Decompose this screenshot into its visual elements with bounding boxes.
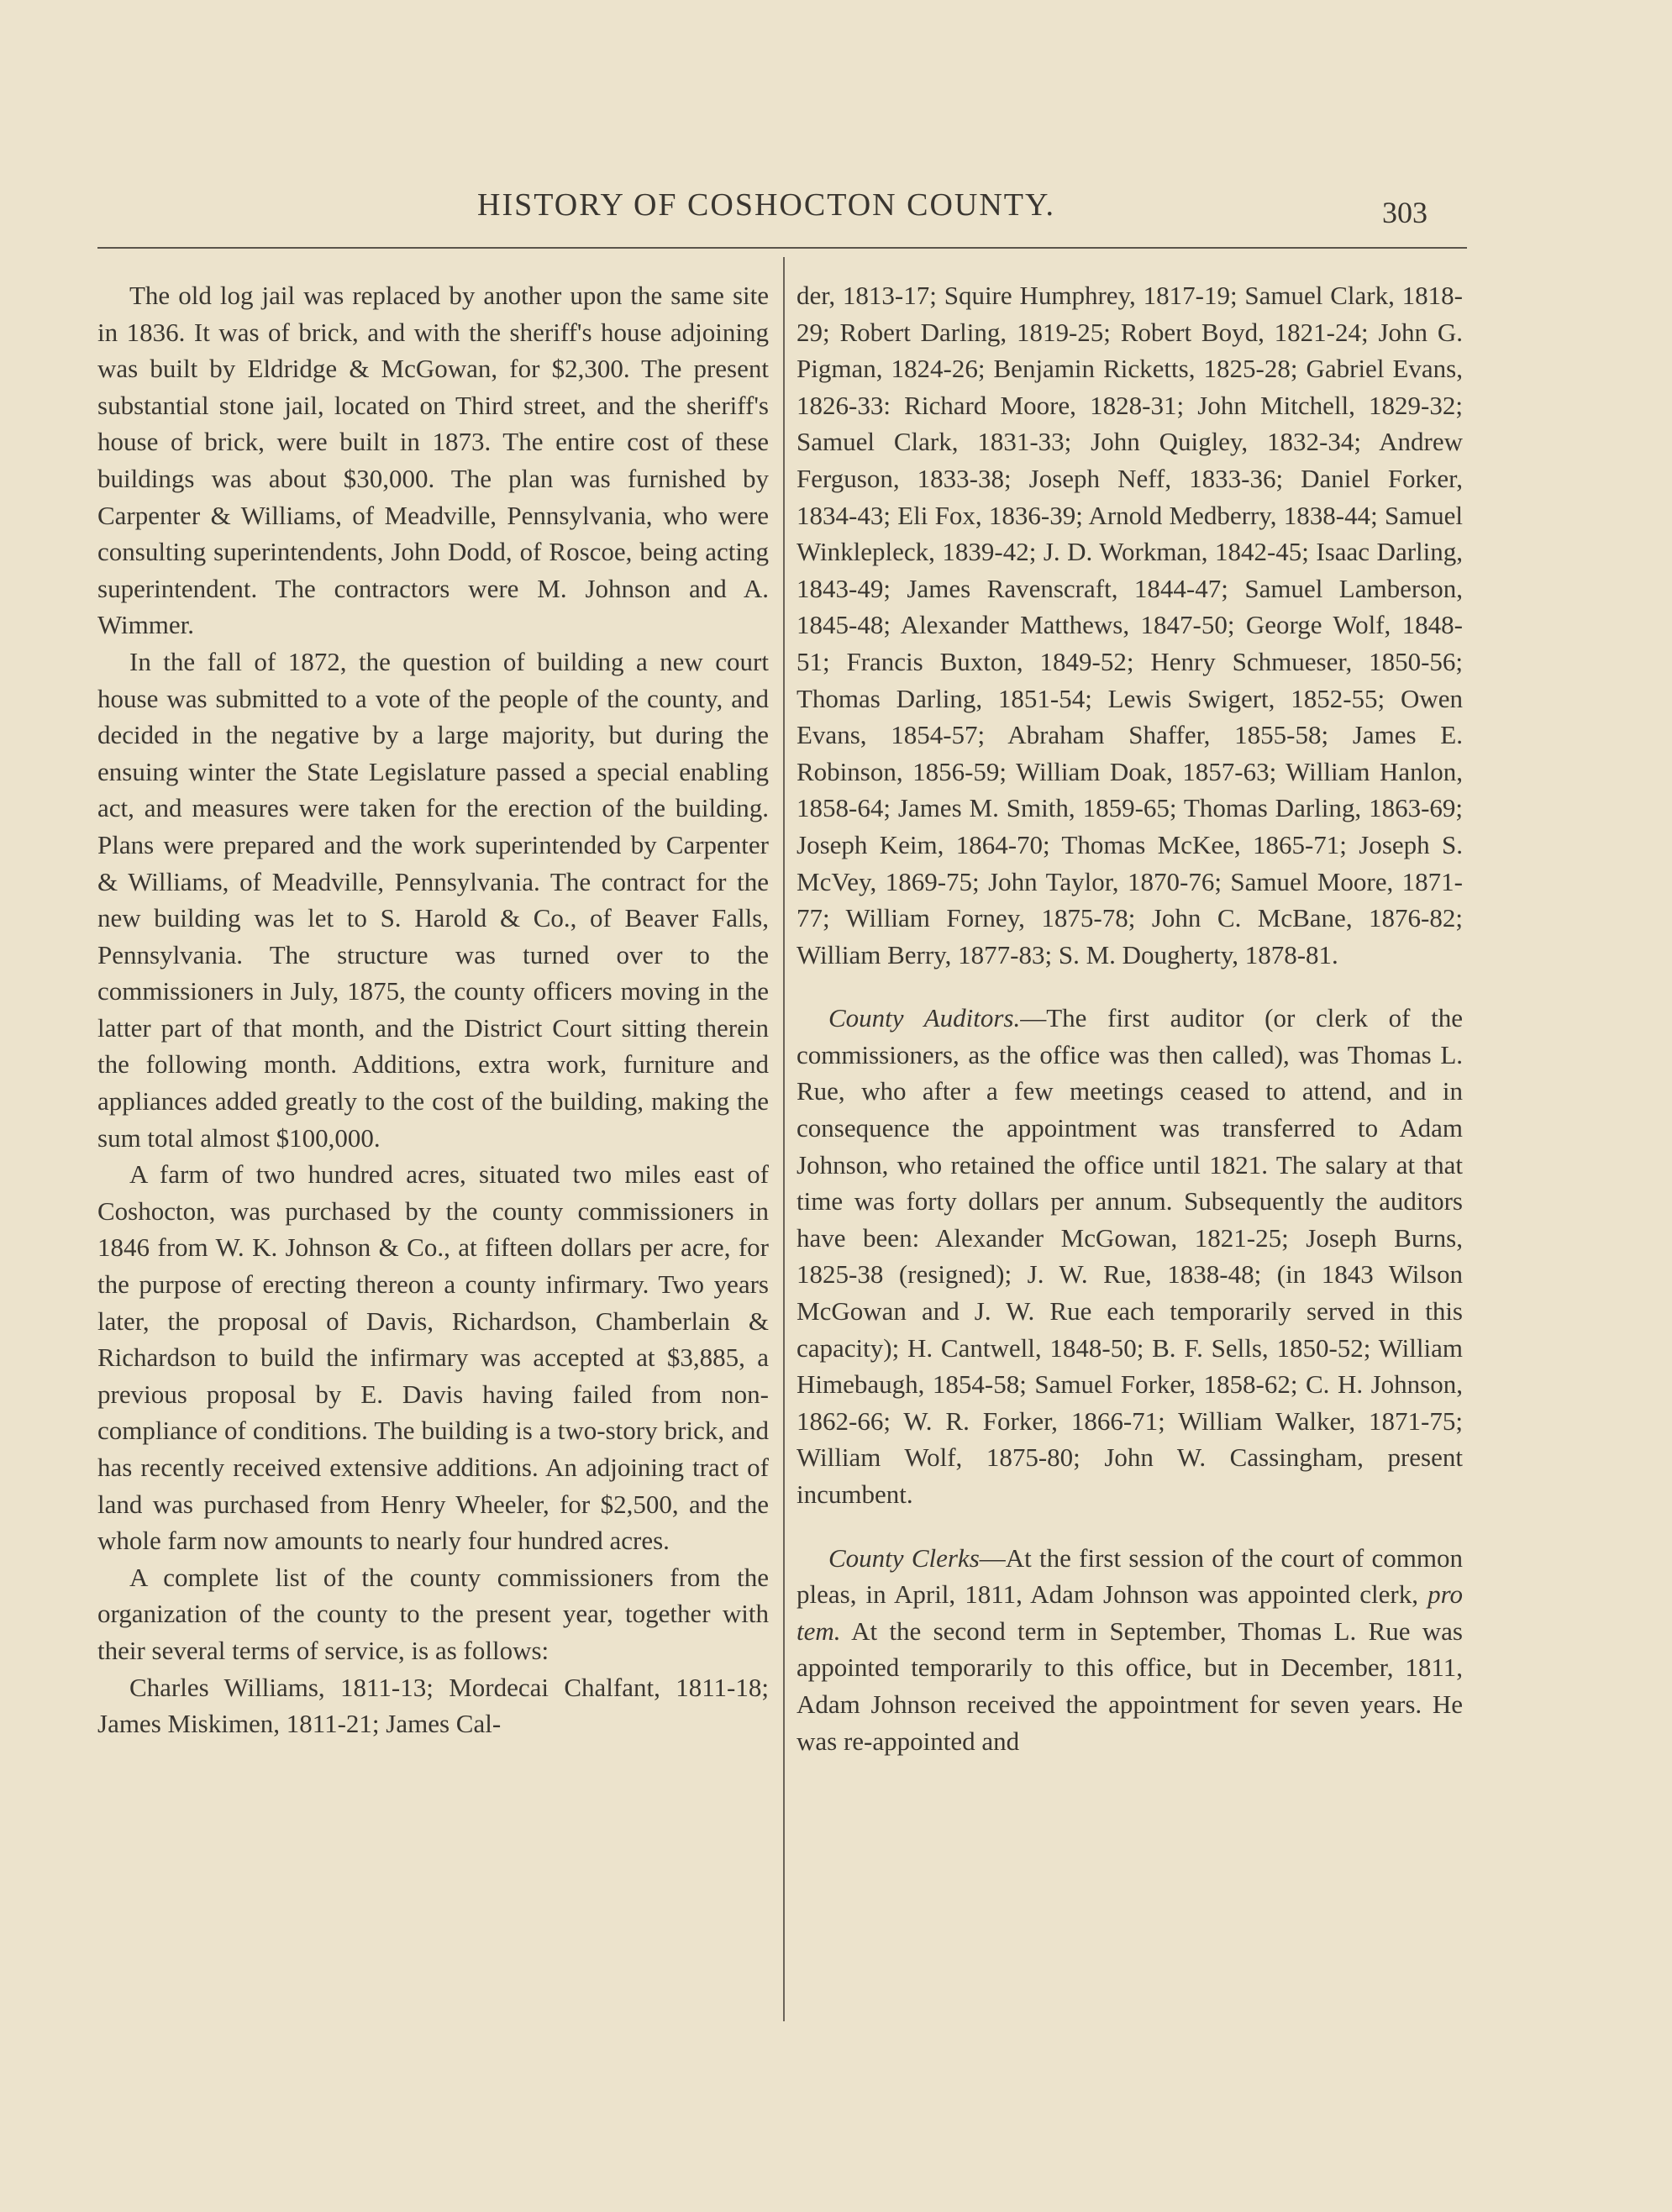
clerks-heading: County Clerks	[828, 1542, 980, 1573]
clerks-dash: —	[979, 1542, 1006, 1573]
page-header	[0, 187, 1672, 237]
header-rule	[97, 247, 1467, 249]
left-column	[97, 277, 769, 1742]
clerks-text-1: At the first session of the court of common pleas, in April, 1811, Adam Johnson was appointed clerk,	[797, 1542, 1463, 1610]
paragraph-county-auditors	[797, 1000, 1463, 1512]
paragraph-infirmary: A farm of two hundred acres, situated two miles east of Coshocton, was purchased by the county commissioners in 1846 from W. K. Johnson & Co., at fifteen dollars per acre, for the purpose of erecting thereon a county infirmary. Two years later, the proposal of Davis, Richardson, Chamberlain & Richardson to build the infirmary was accepted at $3,885, a previous proposal by E. Davis having failed from non-compliance of conditions. The building is a two-story brick, and has recently received extensive additions. An adjoining tract of land was purchased from Henry Wheeler, for $2,500, and the whole farm now amounts to nearly four hundred acres.	[97, 1159, 769, 1556]
running-title: HISTORY OF COSHOCTON COUNTY.	[477, 187, 1056, 223]
clerks-text-2: At the second term in September, Thomas L. Rue was appointed temporarily to this office, but in December, 1811, Adam Johnson received the appointment for seven years. He was re-appointed and	[797, 1616, 1463, 1756]
page-number: 303	[1382, 196, 1428, 229]
clerks-pro-tem: pro tem.	[797, 1579, 1463, 1646]
auditors-dash: —	[1020, 1003, 1047, 1033]
paragraph-commissioners-list-start: Charles Williams, 1811-13; Mordecai Chalfant, 1811-18; James Miskimen, 1811-21; James Cal-	[97, 1672, 769, 1739]
auditors-text: The first auditor (or clerk of the commissioners, as the office was then called), was Thomas L. Rue, who after a few meetings ceased to attend, and in consequence the appointment was transferred to Adam Johnson, who retained the office until 1821. The salary at that time was forty dollars per annum. Subsequently the auditors have been: Alexander McGowan, 1821-25; Joseph Burns, 1825-38 (resigned); J. W. Rue, 1838-48; (in 1843 Wilson McGowan and J. W. Rue each temporarily served in this capacity); H. Cantwell, 1848-50; B. F. Sells, 1850-52; William Himebaugh, 1854-58; Samuel Forker, 1858-62; C. H. Johnson, 1862-66; W. R. Forker, 1866-71; William Walker, 1871-75; William Wolf, 1875-80; John W. Cassingham, present incumbent.	[797, 1003, 1463, 1509]
paragraph-jail: The old log jail was replaced by another upon the same site in 1836. It was of brick, and with the sheriff's house adjoining was built by Eldridge & McGowan, for $2,300. The present substantial stone jail, located on Third street, and the sheriff's house of brick, were built in 1873. The entire cost of these buildings was about $30,000. The plan was furnished by Carpenter & Williams, of Meadville, Pennsylvania, who were consulting superintendents, John Dodd, of Roscoe, being acting superintendent. The contractors were M. Johnson and A. Wimmer.	[97, 281, 769, 640]
paragraph-commissioners-intro: A complete list of the county commissioners from the organization of the county to the present year, together with their several terms of service, is as follows:	[97, 1562, 769, 1665]
auditors-heading: County Auditors.	[828, 1003, 1021, 1033]
paragraph-county-clerks	[797, 1540, 1463, 1760]
paragraph-court-house: In the fall of 1872, the question of building a new court house was submitted to a vote of the people of the county, and decided in the negative by a large majority, but during the ensuing winter the State Legislature passed a special enabling act, and measures were taken for the erection of the building. Plans were prepared and the work superintended by Carpenter & Williams, of Meadville, Pennsylvania. The contract for the new building was let to S. Harold & Co., of Beaver Falls, Pennsylvania. The structure was turned over to the commissioners in July, 1875, the county officers moving in the latter part of that month, and the District Court sitting therein the following month. Additions, extra work, furniture and appliances added greatly to the cost of the building, making the sum total almost $100,000.	[97, 646, 769, 1153]
right-column	[797, 277, 1463, 1759]
column-divider	[783, 257, 785, 2021]
paragraph-commissioners-list-continued: der, 1813-17; Squire Humphrey, 1817-19; Samuel Clark, 1818-29; Robert Darling, 1819-25; Robert Boyd, 1821-24; John G. Pigman, 1824-26; Benjamin Ricketts, 1825-28; Gabriel Evans, 1826-33: Richard Moore, 1828-31; John Mitchell, 1829-32; Samuel Clark, 1831-33; John Quigley, 1832-34; Andrew Ferguson, 1833-38; Joseph Neff, 1833-36; Daniel Forker, 1834-43; Eli Fox, 1836-39; Arnold Medberry, 1838-44; Samuel Winklepleck, 1839-42; J. D. Workman, 1842-45; Isaac Darling, 1843-49; James Ravenscraft, 1844-47; Samuel Lamberson, 1845-48; Alexander Matthews, 1847-50; George Wolf, 1848-51; Francis Buxton, 1849-52; Henry Schmueser, 1850-56; Thomas Darling, 1851-54; Lewis Swigert, 1852-55; Owen Evans, 1854-57; Abraham Shaffer, 1855-58; James E. Robinson, 1856-59; William Doak, 1857-63; William Hanlon, 1858-64; James M. Smith, 1859-65; Thomas Darling, 1863-69; Joseph Keim, 1864-70; Thomas McKee, 1865-71; Joseph S. McVey, 1869-75; John Taylor, 1870-76; Samuel Moore, 1871-77; William Forney, 1875-78; John C. McBane, 1876-82; William Berry, 1877-83; S. M. Dougherty, 1878-81.	[797, 281, 1463, 969]
